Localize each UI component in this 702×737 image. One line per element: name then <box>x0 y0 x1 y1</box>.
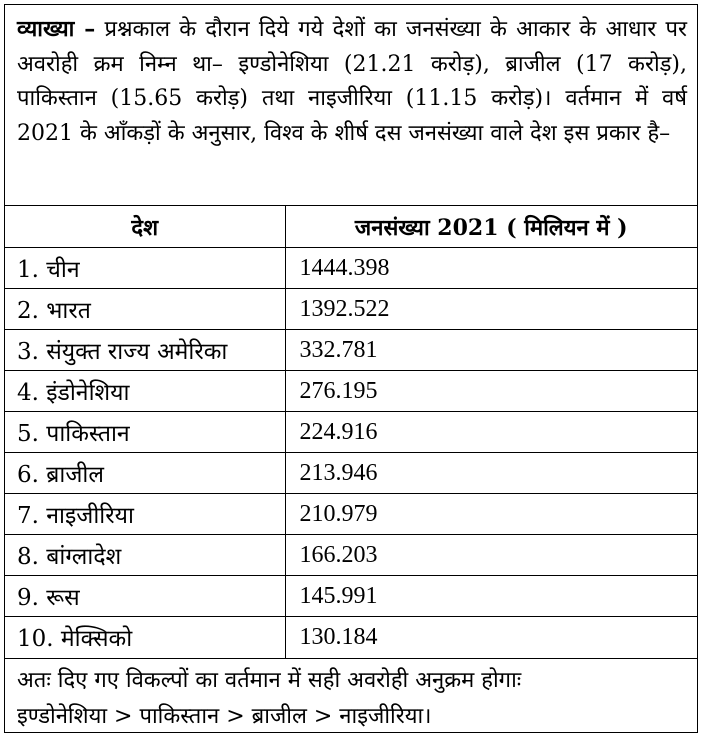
population-cell: 1444.398 <box>285 248 697 289</box>
header-population: जनसंख्या 2021 ( मिलियन में ) <box>285 206 697 248</box>
table-row <box>5 330 697 371</box>
table-row <box>5 248 697 289</box>
explanation-lead: व्याख्या – <box>17 16 96 42</box>
population-cell: 166.203 <box>285 535 697 576</box>
conclusion <box>5 658 697 735</box>
explanation-paragraph <box>5 5 697 205</box>
country-cell: 5. पाकिस्तान <box>5 412 285 453</box>
country-cell: 2. भारत <box>5 289 285 330</box>
country-cell: 3. संयुक्त राज्य अमेरिका <box>5 330 285 371</box>
population-table <box>5 205 697 658</box>
explanation-text: प्रश्नकाल के दौरान दिये गये देशों का जनसंख्या के आकार के आधार पर अवरोही क्रम निम्न था– इण्डोनेशिया (21.21 करोड़), ब्राजील (17 करोड़), पाकिस्तान (15.65 करोड़) तथा नाइजीरिया (11.15 करोड़)। वर्तमान में वर्ष 2021 के आँकड़ों के अनुसार, विश्व के शीर्ष दस जनसंख्या वाले देश इस प्रकार है– <box>17 17 687 146</box>
table-row <box>5 289 697 330</box>
country-cell: 7. नाइजीरिया <box>5 494 285 535</box>
table-header-row <box>5 206 697 248</box>
population-cell: 213.946 <box>285 453 697 494</box>
country-cell: 8. बांग्लादेश <box>5 535 285 576</box>
conclusion-line-2: इण्डोनेशिया > पाकिस्तान > ब्राजील > नाइजीरिया। <box>17 703 432 729</box>
table-row <box>5 576 697 617</box>
country-cell: 1. चीन <box>5 248 285 289</box>
population-cell: 332.781 <box>285 330 697 371</box>
table-row <box>5 412 697 453</box>
table-row <box>5 453 697 494</box>
table-body <box>5 248 697 658</box>
population-cell: 224.916 <box>285 412 697 453</box>
country-cell: 4. इंडोनेशिया <box>5 371 285 412</box>
population-cell: 210.979 <box>285 494 697 535</box>
table-row <box>5 371 697 412</box>
population-cell: 276.195 <box>285 371 697 412</box>
country-cell: 6. ब्राजील <box>5 453 285 494</box>
conclusion-line-1: अतः दिए गए विकल्पों का वर्तमान में सही अवरोही अनुक्रम होगाः <box>17 667 522 693</box>
table-row <box>5 617 697 658</box>
table-row <box>5 535 697 576</box>
country-cell: 10. मेक्सिको <box>5 617 285 658</box>
population-cell: 1392.522 <box>285 289 697 330</box>
population-cell: 130.184 <box>285 617 697 658</box>
explanation-box <box>4 4 698 733</box>
table-row <box>5 494 697 535</box>
header-country: देश <box>5 206 285 248</box>
population-cell: 145.991 <box>285 576 697 617</box>
country-cell: 9. रूस <box>5 576 285 617</box>
